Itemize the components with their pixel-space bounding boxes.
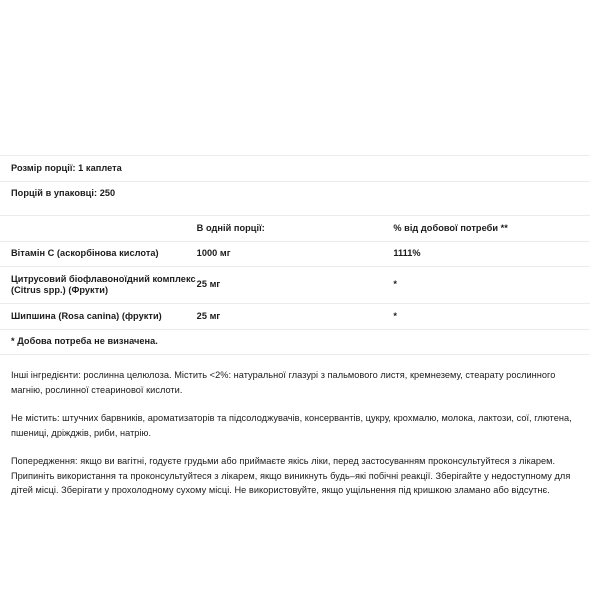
ingredient-daily-value: * [393, 310, 397, 321]
servings-per-container-text: Порцій в упаковці: 250 [11, 188, 116, 198]
ingredient-daily-value: * [393, 279, 397, 290]
table-row [0, 267, 590, 304]
table-header-row [0, 216, 590, 242]
ingredient-name: Вітамін С (аскорбінова кислота) [11, 248, 159, 258]
daily-value-footnote: * Добова потреба не визначена. [11, 336, 158, 346]
other-ingredients-paragraph: Інші інгредієнти: рослинна целюлоза. Містить <2%: натуральної глазурі з пальмового листя, кремнезему, стеарату рослинного магнію, рослинної стеаринової кислоти. [11, 370, 556, 395]
column-header-amount-per-serving: В одній порції: [196, 222, 265, 233]
ingredient-amount: 25 мг [196, 279, 221, 290]
column-header-name [0, 216, 197, 242]
column-header-percent-daily-value: % від добової потреби ** [393, 222, 508, 233]
serving-size-row [0, 156, 590, 182]
ingredient-name: Шипшина (Rosa canina) (фрукти) [11, 310, 162, 321]
table-row [0, 304, 590, 330]
table-row [0, 241, 590, 267]
servings-per-container-row [0, 181, 590, 206]
content-area [0, 155, 600, 498]
serving-size-text: Розмір порції: 1 каплета [11, 162, 122, 173]
ingredient-name: Цитрусовий біофлавоноїдний комплекс (Citrus spp.) (Фрукти) [11, 273, 196, 295]
ingredient-amount: 1000 мг [196, 248, 231, 258]
spacer-cell [0, 206, 590, 216]
free-from-paragraph: Не містить: штучних барвників, ароматизаторів та підсолоджувачів, консервантів, цукру, крохмалю, молока, лактози, сої, глютена, пшениці, дріжджів, риби, натрію. [11, 412, 572, 438]
warning-paragraph: Попередження: якщо ви вагітні, годуєте грудьми або приймаєте якісь ліки, перед застосуванням проконсультуйтеся з лікарем. Припиніть використання та проконсультуйтеся з лікарем, якщо виникнуть будь–які побічні реакції. Зберігайте у недоступному для дітей місці. Зберігати у прохолодному сухому місці. Не використовуйте, якщо ущільнення під кришкою зламано або відсутнє. [11, 455, 571, 496]
footnote-row [0, 329, 590, 355]
supplement-facts-table [0, 155, 590, 355]
table-spacer [0, 206, 590, 216]
ingredient-daily-value: 1111% [393, 248, 421, 258]
ingredient-amount: 25 мг [196, 310, 221, 321]
description-paragraphs [0, 368, 590, 498]
